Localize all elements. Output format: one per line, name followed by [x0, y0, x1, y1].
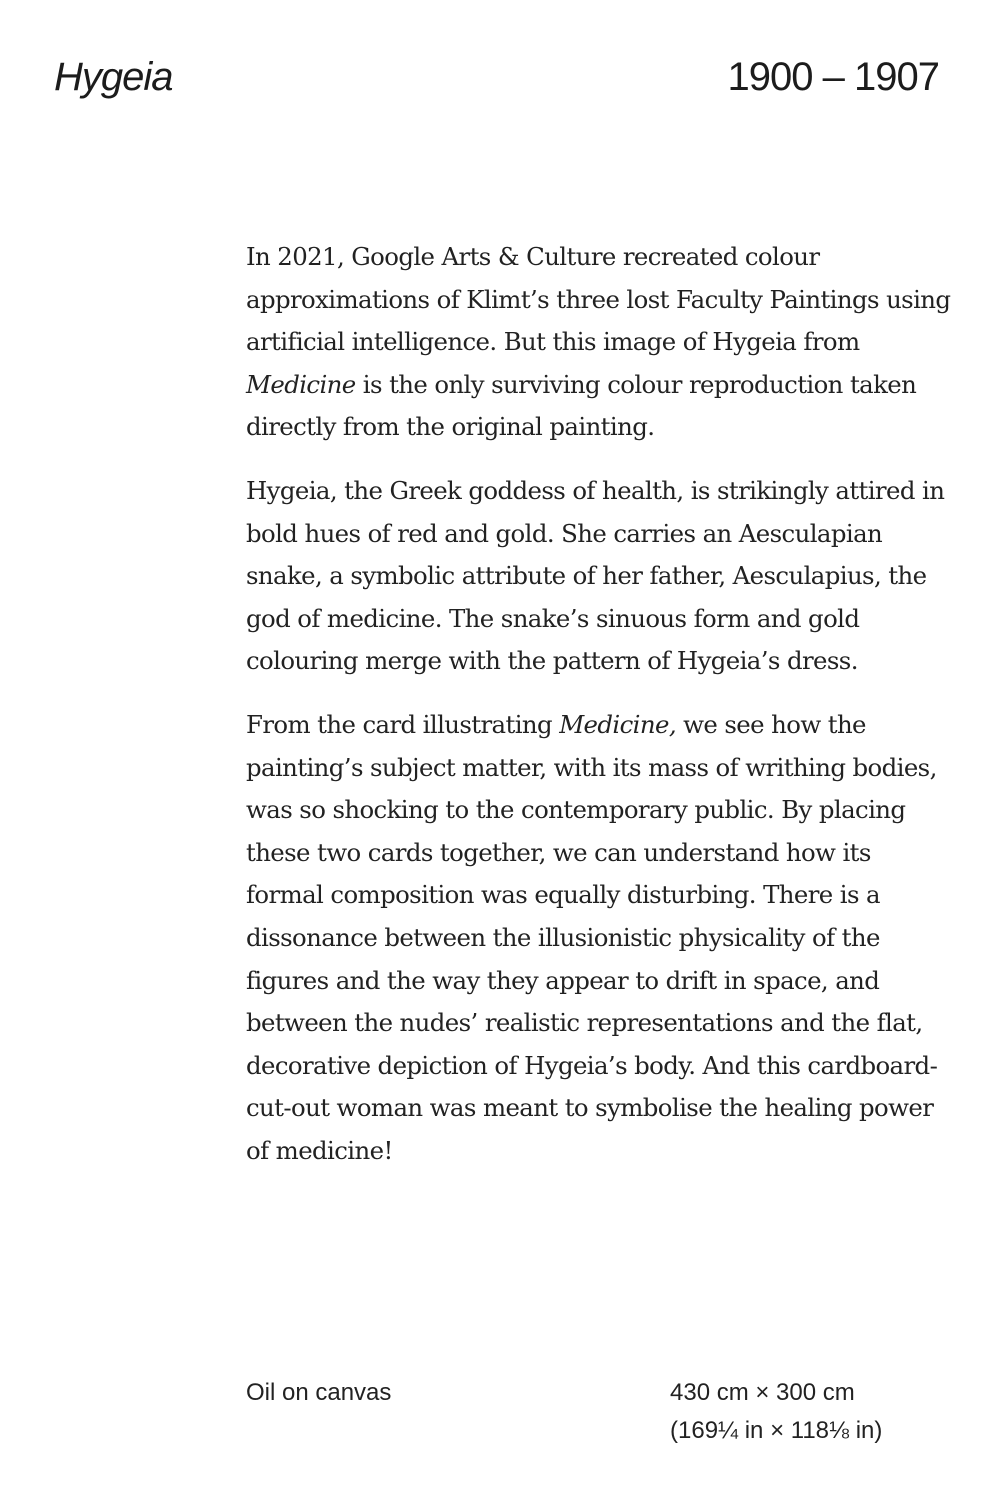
dimensions-in: (169¼ in × 118⅛ in) [670, 1417, 883, 1444]
medicine-italic: Medicine [246, 369, 356, 399]
paragraph-2: Hygeia, the Greek goddess of health, is strikingly attired in bold hues of red and gold. She carries an Aesculapian snake, a symbolic attribute of her father, Aesculapius, the god of medicine. The snake’s sinuous form and gold colouring merge with the pattern of Hygeia’s dress. [246, 475, 945, 676]
dimensions-cm: 430 cm × 300 cm [670, 1379, 855, 1406]
paragraph-3-text-cont: we see how the painting’s subject matter, with its mass of writhing bodies, was so shocking to the contemporary public. By placing these two cards together, we can understand how its formal composition was equally disturbing. There is a dissonance between the illusionistic physicality of the figures and the way they appear to drift in space, and between the nudes’ realistic representations and the flat, decorative depiction of Hygeia’s body. And this cardboard-cut-out woman was meant to symbolise the healing power of medicine! [246, 709, 938, 1165]
artwork-medium: Oil on canvas [246, 1379, 392, 1406]
paragraph-3 [246, 704, 951, 1173]
paragraph-1-text: In 2021, Google Arts & Culture recreated colour approximations of Klimt’s three lost Faculty Paintings using artificial intelligence. But this image of Hygeia from [246, 242, 951, 357]
medicine-italic: Medicine, [559, 709, 676, 739]
artwork-dimensions [670, 1374, 882, 1450]
description-text [246, 236, 951, 1193]
artwork-title: Hygeia [54, 55, 173, 99]
paragraph-3-text: From the card illustrating [246, 709, 560, 739]
paragraph-1-text-cont: is the only surviving colour reproduction taken directly from the original painting. [246, 369, 917, 442]
paragraph-1 [246, 236, 951, 449]
artwork-dates: 1900 – 1907 [727, 55, 939, 99]
